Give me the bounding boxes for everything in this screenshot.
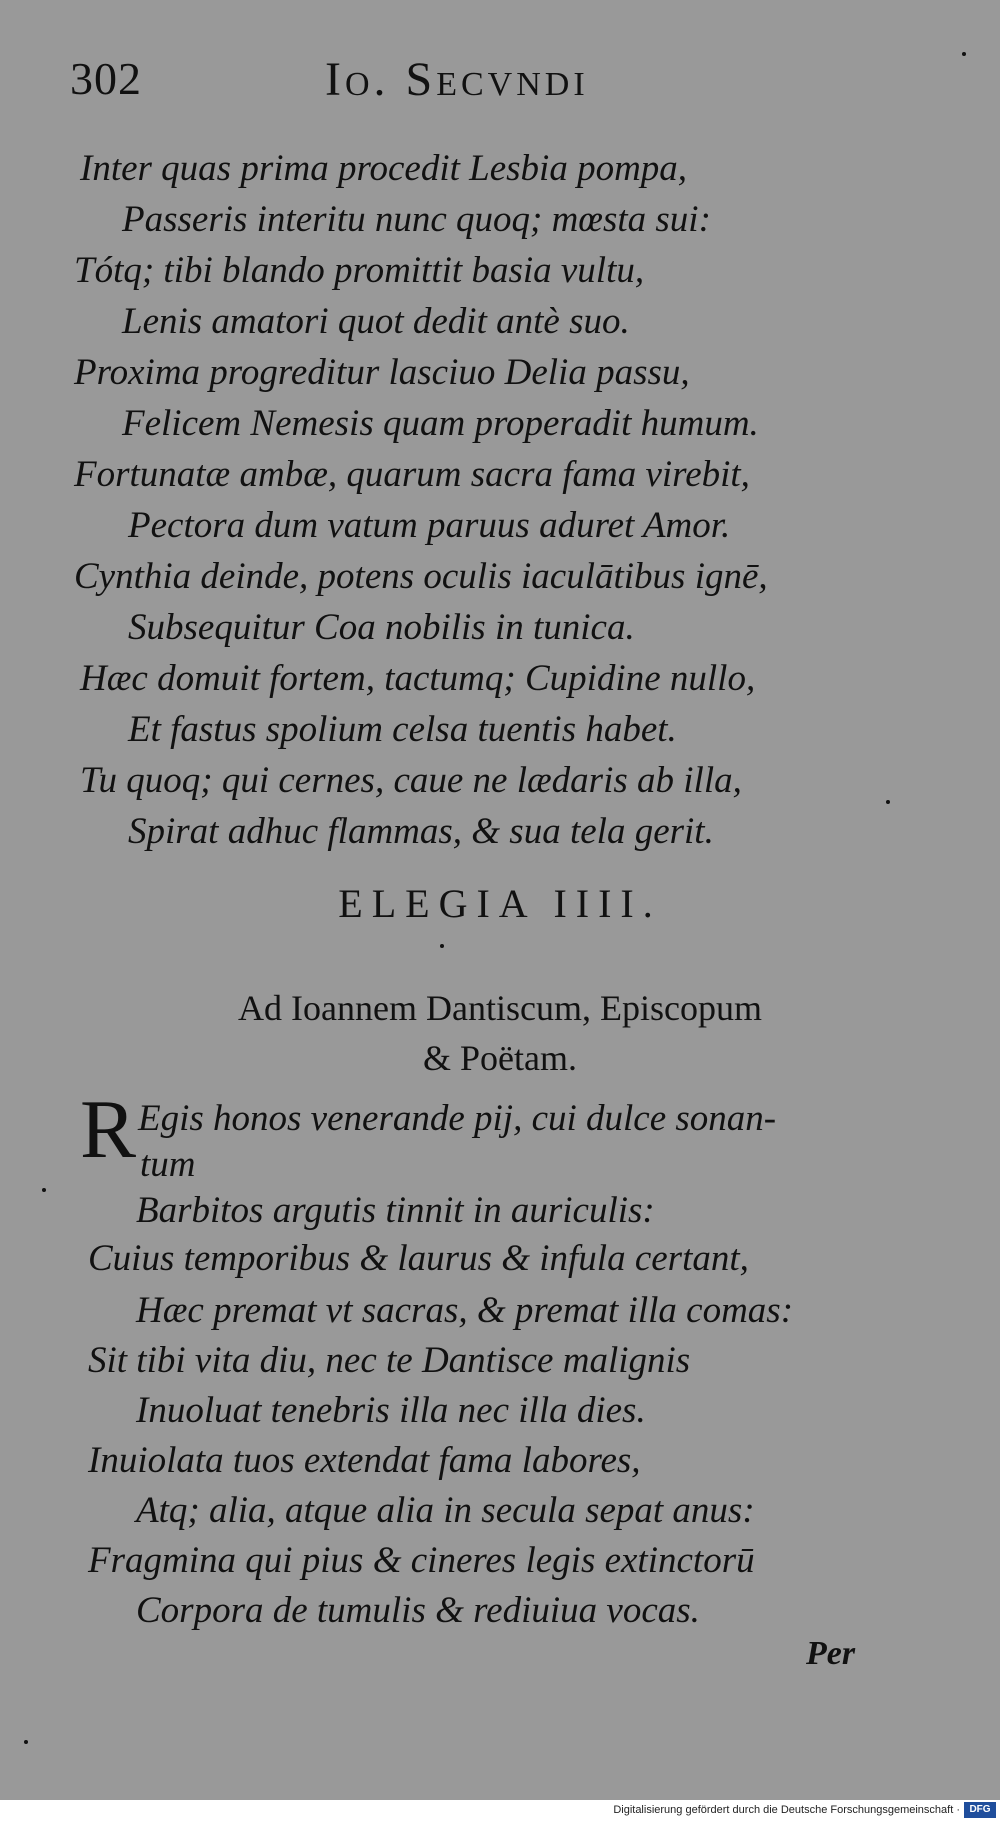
digitization-footer	[0, 1800, 1000, 1821]
verse-line: Inuiolata tuos extendat fama labores,	[88, 1440, 641, 1481]
catchword: Per	[806, 1635, 856, 1672]
verse-line: Proxima progreditur lasciuo Delia passu,	[74, 352, 690, 393]
page-number: 302	[70, 53, 142, 104]
verse-line: Egis honos venerande pij, cui dulce sonan-	[138, 1098, 777, 1139]
scan-speck	[42, 1188, 46, 1192]
verse-line: Lenis amatori quot dedit antè suo.	[122, 301, 630, 342]
verse-line: Sit tibi vita diu, nec te Dantisce malignis	[88, 1340, 691, 1381]
verse-line: Felicem Nemesis quam properadit humum.	[122, 403, 759, 444]
running-head-title: Io. Secvndi	[325, 53, 589, 106]
verse-line: Cuius temporibus & laurus & infula certant,	[88, 1238, 749, 1279]
verse-line: Cynthia deinde, potens oculis iaculātibus ignē,	[74, 556, 768, 597]
drop-cap: R	[80, 1083, 137, 1176]
section-title: ELEGIA IIII.	[338, 881, 662, 926]
verse-line: Tu quoq; qui cernes, caue ne lædaris ab illa,	[80, 760, 742, 801]
verse-line: Corpora de tumulis & rediuiua vocas.	[136, 1590, 700, 1631]
verse-line: Inuoluat tenebris illa nec illa dies.	[136, 1390, 646, 1431]
verse-line: Et fastus spolium celsa tuentis habet.	[128, 709, 677, 750]
verse-line: Passeris interitu nunc quoq; mœsta sui:	[122, 199, 711, 240]
verse-line: Fragmina qui pius & cineres legis extinctorū	[88, 1540, 755, 1581]
verse-line: Tótq; tibi blando promittit basia vultu,	[74, 250, 645, 291]
verse-line: Subsequitur Coa nobilis in tunica.	[128, 607, 635, 648]
verse-line: Inter quas prima procedit Lesbia pompa,	[80, 148, 688, 189]
dedication-line: & Poëtam.	[423, 1038, 577, 1078]
scan-speck	[886, 800, 890, 804]
scan-speck	[440, 944, 444, 948]
verse-line: Pectora dum vatum paruus aduret Amor.	[128, 505, 731, 546]
verse-line: Spirat adhuc flammas, & sua tela gerit.	[128, 811, 714, 852]
verse-line: Barbitos argutis tinnit in auriculis:	[136, 1190, 655, 1231]
scan-speck	[24, 1740, 28, 1744]
verse-line: Hæc domuit fortem, tactumq; Cupidine nullo,	[80, 658, 756, 699]
verse-line: Fortunatæ ambæ, quarum sacra fama virebit,	[74, 454, 750, 495]
dfg-logo: DFG	[964, 1802, 996, 1818]
running-head	[70, 52, 930, 122]
verse-line: tum	[140, 1144, 196, 1185]
verse-line: Hæc premat vt sacras, & premat illa comas:	[136, 1290, 794, 1331]
scan-speck	[962, 52, 966, 56]
funding-credit: Digitalisierung gefördert durch die Deutsche Forschungsgemeinschaft ·	[613, 1804, 960, 1816]
dedication-line: Ad Ioannem Dantiscum, Episcopum	[238, 988, 762, 1028]
verse-line: Atq; alia, atque alia in secula sepat anus:	[136, 1490, 755, 1531]
